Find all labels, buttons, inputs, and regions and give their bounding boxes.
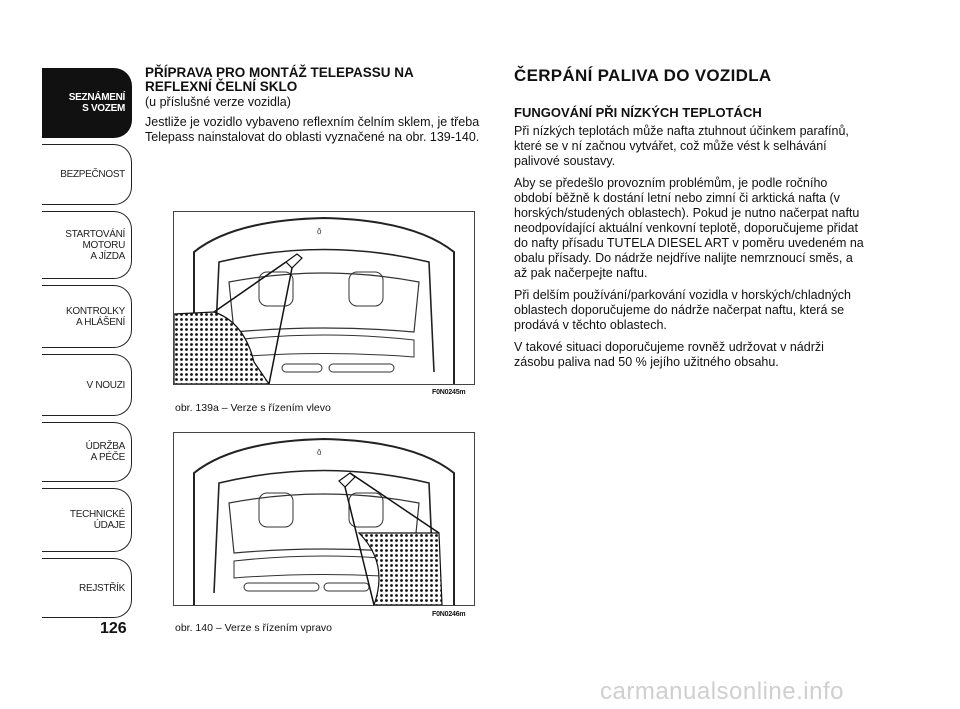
tab-label-line: TECHNICKÉ [69,509,125,520]
tab-label-line: ÚDRŽBA [85,441,125,452]
tab-label-line: A JÍZDA [90,250,125,262]
chapter-tabs [42,68,132,624]
telepass-section [145,66,485,152]
tab-startovani-motoru[interactable] [42,211,132,279]
tab-bezpecnost[interactable] [42,144,132,205]
paragraph: V takové situaci doporučujeme rovněž udržovat v nádrži zásobu paliva nad 50 % jejího užitného obsahu. [514,340,824,369]
fuel-section [514,66,864,377]
paragraph: Při nízkých teplotách může nafta ztuhnout účinkem parafínů, které se v ní začnou vytvářet, což může vést k selhávání palivové soustavy. [514,124,849,168]
windshield-illustration-lhd [174,212,474,384]
svg-text:ô: ô [317,448,322,457]
tab-label-line: STARTOVÁNÍ [65,228,125,240]
tab-label-line: A PÉČE [90,452,125,463]
paragraph: Aby se předešlo provozním problémům, je podle ročního období běžně k dostání letní nebo zimní či arktická nafta (v horských/studených oblastech). Pokud je nutno načerpat naftu neodpovídající aktuální venkovní teplotě, doporučujeme přidat do nafty přísadu TUTELA DIESEL ART v poměru uvedeném na obalu přísady. Do nádrže nejdříve nalijte nemrznoucí směs, a až pak načerpejte naftu. [514,176,864,280]
section-subheading: (u příslušné verze vozidla) [145,95,291,109]
paragraph: Při delším používání/parkování vozidla v horských/chladných oblastech doporučujeme do nádrže načerpat naftu, která se prodává v těchto oblastech. [514,288,851,332]
section-title: ČERPÁNÍ PALIVA DO VOZIDLA [514,66,772,85]
tab-label-line: A HLÁŠENÍ [76,316,125,328]
figure-139a-code: F0N0245m [432,389,466,396]
figure-139a [173,211,475,385]
figure-140 [173,432,475,606]
heading-line: REFLEXNÍ ČELNÍ SKLO [145,79,298,94]
section-paragraph: Jestliže je vozidlo vybaveno reflexním čelním sklem, je třeba Telepass nainstalovat do oblasti vyznačené na obr. 139-140. [145,115,480,144]
tab-kontrolky[interactable] [42,285,132,348]
tab-label-line: SEZNÁMENÍ [68,92,125,103]
heading-line: PŘÍPRAVA PRO MONTÁŽ TELEPASSU NA [145,65,414,80]
tab-udrzba[interactable] [42,422,132,482]
svg-text:ô: ô [317,227,322,236]
figure-140-code: F0N0246m [432,611,466,618]
tab-rejstrik[interactable] [42,558,132,618]
windshield-illustration-rhd [174,433,474,605]
tab-label-line: KONTROLKY [66,305,125,317]
tab-label-line: S VOZEM [82,103,125,114]
page-number: 126 [100,620,127,637]
tab-v-nouzi[interactable] [42,354,132,416]
watermark: carmanualsonline.info [600,678,844,705]
figure-139a-caption: obr. 139a – Verze s řízením vlevo [175,402,331,414]
tab-label-line: V NOUZI [86,379,125,391]
tab-technicke-udaje[interactable] [42,488,132,552]
section-heading [145,66,485,94]
figure-140-caption: obr. 140 – Verze s řízením vpravo [175,622,332,634]
tab-label-line: ÚDAJE [93,520,125,531]
tab-label-line: BEZPEČNOST [60,169,125,180]
tab-label-line: MOTORU [82,239,125,251]
tab-label-line: REJSTŘÍK [79,582,125,594]
tab-seznameni-s-vozem[interactable] [42,68,132,138]
section-subtitle: FUNGOVÁNÍ PŘI NÍZKÝCH TEPLOTÁCH [514,105,762,120]
